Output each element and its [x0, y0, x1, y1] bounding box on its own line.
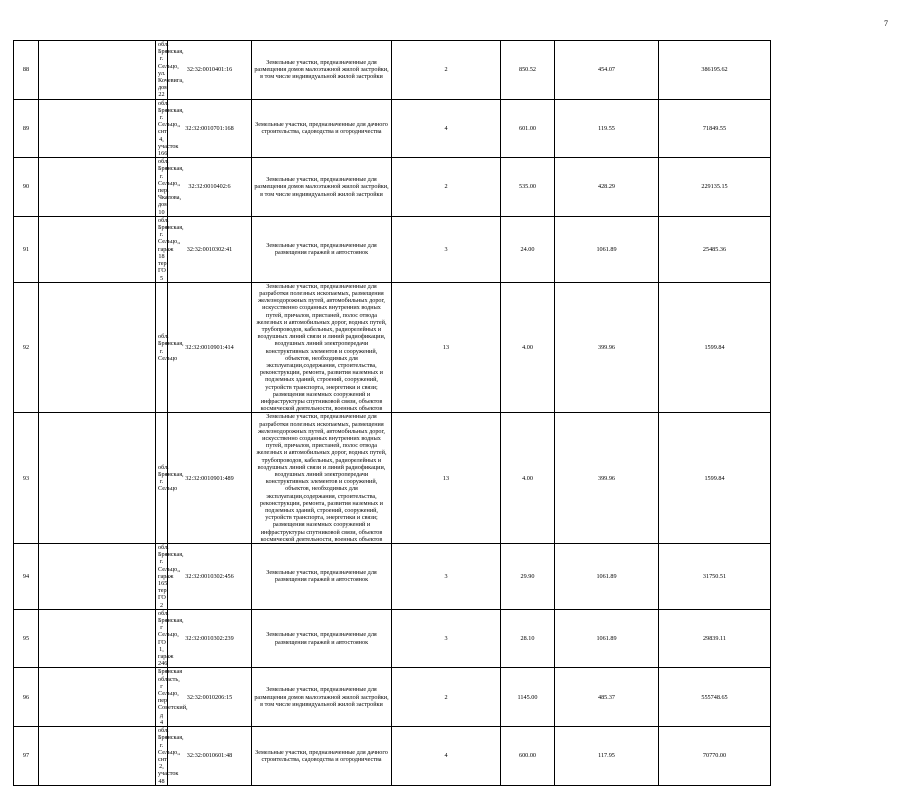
specific-value-cell: 119.55 [555, 99, 659, 158]
row-number: 89 [14, 99, 39, 158]
row-number: 90 [14, 158, 39, 217]
table-row [14, 216, 884, 282]
row-number: 97 [14, 727, 39, 786]
group-cell: 4 [392, 727, 501, 786]
row-number: 95 [14, 609, 39, 668]
address-cell: обл. Брянская, г. Сельцо [156, 413, 168, 544]
area-cell: 24.00 [501, 216, 555, 282]
table-row [14, 99, 884, 158]
specific-value-cell: 485.37 [555, 668, 659, 727]
cadastral-value-cell: 71849.55 [659, 99, 771, 158]
land-purpose-cell: Земельные участки, предназначенные для размещения домов малоэтажной жилой застройки, в том числе индивидуальной жилой застройки [252, 158, 392, 217]
land-purpose-cell: Земельные участки, предназначенные для дачного строительства, садоводства и огородничества [252, 99, 392, 158]
area-cell: 4.00 [501, 413, 555, 544]
address-cell: обл. Брянская, г. Сельцо,, снт 2, участок 48 [156, 727, 168, 786]
land-purpose-cell: Земельные участки, предназначенные для размещения домов малоэтажной жилой застройки, в том числе индивидуальной жилой застройки [252, 668, 392, 727]
table-row [14, 413, 884, 544]
cadastral-number-cell: 32:32:0010206:15 [168, 668, 252, 727]
group-cell: 3 [392, 216, 501, 282]
area-cell: 601.00 [501, 99, 555, 158]
cadastral-value-cell: 229135.15 [659, 158, 771, 217]
table-row [14, 158, 884, 217]
address-cell: обл. Брянская, г. Сельцо,, гараж 18 тер. ГО 5 [156, 216, 168, 282]
address-cell: обл. Брянская, г. Сельцо,, гараж 165 тер. ГО 2 [156, 544, 168, 610]
cadastral-number-cell: 32:32:0010901:414 [168, 282, 252, 413]
specific-value-cell: 428.29 [555, 158, 659, 217]
cadastral-value-cell: 1599.84 [659, 282, 771, 413]
cadastral-number-cell: 32:32:0010302:41 [168, 216, 252, 282]
area-cell: 28.10 [501, 609, 555, 668]
land-purpose-cell: Земельные участки, предназначенные для размещения гаражей и автостоянок [252, 544, 392, 610]
specific-value-cell: 1061.89 [555, 544, 659, 610]
table-row [14, 282, 884, 413]
row-number: 93 [14, 413, 39, 544]
address-cell: обл. Брянская, г. Сельцо, ул. Кочевига, дом 22 [156, 41, 168, 100]
group-cell: 2 [392, 668, 501, 727]
table-row [14, 668, 884, 727]
land-purpose-cell: Земельные участки, предназначенные для разработки полезных ископаемых, размещения железнодорожных путей, автомобильных дорог, искусственно созданных внутренних водных путей, причалов, пристаней, полос отвода железных и автомобильных дорог, водных путей, трубопроводов, кабельных, радиорелейных и воздушных линий связи и линий радиофикации, воздушных линий электропередачи конструктивных элементов и сооружений, объектов, необходимых для эксплуатации,содержания, строительства, реконструкции, ремонта, развития наземных и подземных зданий, строений, сооружений, устройств транспорта, энергетики и связи; размещения наземных сооружений и инфраструктуры спутниковой связи, объектов космической деятельности, военных объектов [252, 413, 392, 544]
land-purpose-cell: Земельные участки, предназначенные для дачного строительства, садоводства и огородничества [252, 727, 392, 786]
area-cell: 4.00 [501, 282, 555, 413]
specific-value-cell: 399.96 [555, 282, 659, 413]
group-cell: 4 [392, 99, 501, 158]
land-purpose-cell: Земельные участки, предназначенные для разработки полезных ископаемых, размещения железнодорожных путей, автомобильных дорог, искусственно созданных внутренних водных путей, причалов, пристаней, полос отвода железных и автомобильных дорог, водных путей, трубопроводов, кабельных, радиорелейных и воздушных линий связи и линий радиофикации, воздушных линий электропередачи конструктивных элементов и сооружений, объектов, необходимых для эксплуатации,содержания, строительства, реконструкции, ремонта, развития наземных и подземных зданий, строений, сооружений, устройств транспорта, энергетики и связи; размещения наземных сооружений и инфраструктуры спутниковой связи, объектов космической деятельности, военных объектов [252, 282, 392, 413]
area-cell: 600.00 [501, 727, 555, 786]
table-row [14, 727, 884, 786]
cadastral-number-cell: 32:32:0010901:489 [168, 413, 252, 544]
area-cell: 1145.00 [501, 668, 555, 727]
cadastral-number-cell: 32:32:0010601:48 [168, 727, 252, 786]
area-cell: 29.90 [501, 544, 555, 610]
cadastral-value-cell: 31750.51 [659, 544, 771, 610]
cadastral-value-cell: 25485.36 [659, 216, 771, 282]
cadastral-number-cell: 32:32:0010402:6 [168, 158, 252, 217]
group-cell: 2 [392, 158, 501, 217]
group-cell: 2 [392, 41, 501, 100]
address-cell: обл. Брянская, г Сельцо, ГО 1, гараж 246 [156, 609, 168, 668]
cadastral-number-cell: 32:32:0010401:16 [168, 41, 252, 100]
specific-value-cell: 1061.89 [555, 609, 659, 668]
group-cell: 3 [392, 609, 501, 668]
row-number: 96 [14, 668, 39, 727]
land-plots-table [13, 40, 884, 786]
group-cell: 3 [392, 544, 501, 610]
cadastral-number-cell: 32:32:0010302:456 [168, 544, 252, 610]
cadastral-value-cell: 70770.00 [659, 727, 771, 786]
address-cell: обл. Брянская, г. Сельцо,, снт 4, участок 166 [156, 99, 168, 158]
address-cell: обл. Брянская, г. Сельцо [156, 282, 168, 413]
specific-value-cell: 117.95 [555, 727, 659, 786]
cadastral-value-cell: 386195.62 [659, 41, 771, 100]
group-cell: 13 [392, 413, 501, 544]
address-cell: обл. Брянская, г. Сельцо,, пер. Чкалова, дом 10 [156, 158, 168, 217]
table-row [14, 609, 884, 668]
cadastral-value-cell: 555748.65 [659, 668, 771, 727]
row-number: 91 [14, 216, 39, 282]
address-cell: Брянская область, г Сельцо, пер Советский, д 4 [156, 668, 168, 727]
cadastral-number-cell: 32:32:0010302:239 [168, 609, 252, 668]
group-cell: 13 [392, 282, 501, 413]
cadastral-number-cell: 32:32:0010701:168 [168, 99, 252, 158]
area-cell: 850.52 [501, 41, 555, 100]
specific-value-cell: 1061.89 [555, 216, 659, 282]
row-number: 94 [14, 544, 39, 610]
cadastral-value-cell: 29839.11 [659, 609, 771, 668]
land-purpose-cell: Земельные участки, предназначенные для размещения гаражей и автостоянок [252, 609, 392, 668]
row-number: 92 [14, 282, 39, 413]
page-number: 7 [884, 19, 888, 28]
land-purpose-cell: Земельные участки, предназначенные для размещения гаражей и автостоянок [252, 216, 392, 282]
specific-value-cell: 399.96 [555, 413, 659, 544]
row-number: 88 [14, 41, 39, 100]
area-cell: 535.00 [501, 158, 555, 217]
table-row [14, 544, 884, 610]
land-purpose-cell: Земельные участки, предназначенные для размещения домов малоэтажной жилой застройки, в том числе индивидуальной жилой застройки [252, 41, 392, 100]
table-row [14, 41, 884, 100]
cadastral-value-cell: 1599.84 [659, 413, 771, 544]
specific-value-cell: 454.07 [555, 41, 659, 100]
